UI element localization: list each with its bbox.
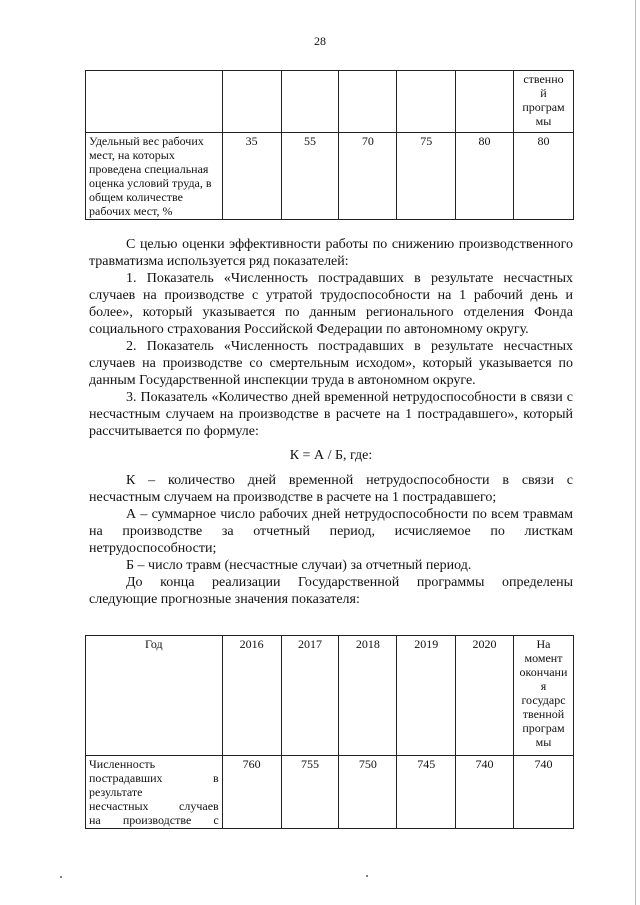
cell-value: 80 [513, 133, 573, 220]
page-number: 28 [314, 34, 326, 48]
cell-value: 750 [339, 756, 397, 829]
cell-value: 70 [339, 133, 397, 220]
cell-value: 755 [281, 756, 339, 829]
table-row [86, 756, 574, 829]
paragraph-item-3: 3. Показатель «Количество дней временной нетрудоспособности в связи с несчастным случаем на производстве в расчете на 1 пострадавшего», который рассчитывается по формуле: [89, 390, 573, 439]
definition-b: Б – число травм (несчастные случаи) за отчетный период. [126, 558, 472, 573]
cell-value: 760 [222, 756, 281, 829]
scan-edge [635, 0, 636, 905]
definition-a: А – суммарное число рабочих дней нетрудоспособности по всем травмам на производстве за отчетный период, исчисляемое по листкам нетрудоспособности; [89, 507, 573, 556]
paragraph-item-2: 2. Показатель «Численность пострадавших в результате несчастных случаев на производстве со смертельным исходом», который указывается по данным Государственной инспекции труда в автономном округе. [89, 339, 573, 388]
paragraph-outro: До конца реализации Государственной программы определены следующие прогнозные значения показателя: [89, 575, 573, 607]
table-header-row [86, 636, 574, 756]
definition-k: К – количество дней временной нетрудоспособности в связи с несчастным случаем на производстве в расчете на 1 пострадавшего; [89, 473, 573, 505]
column-header: 2018 [339, 636, 397, 756]
column-header: 2017 [281, 636, 339, 756]
cell-value: 55 [281, 133, 339, 220]
cell-value: 745 [397, 756, 456, 829]
cell-value: 80 [456, 133, 514, 220]
body-text [89, 236, 573, 608]
cell-value: 75 [397, 133, 456, 220]
formula: К = А / Б, где: [289, 448, 373, 463]
column-header: 2019 [397, 636, 456, 756]
table-row [86, 71, 574, 133]
column-header-end: На момент окончани я государс твенной програм мы [513, 636, 573, 756]
column-header: 2016 [222, 636, 281, 756]
indicator-table-top [85, 70, 574, 220]
cell-value: 740 [456, 756, 514, 829]
column-header-end: ственно й програм мы [513, 71, 573, 133]
column-header: 2020 [456, 636, 514, 756]
table-row [86, 133, 574, 220]
row-label: Удельный вес рабочих мест, на которых проведена специальная оценка условий труда, в общем количестве рабочих мест, % [86, 133, 223, 220]
column-header-year: Год [86, 636, 223, 756]
cell-value: 740 [513, 756, 573, 829]
row-label: Численность пострадавших в результате несчастных случаев на производстве с [86, 756, 223, 829]
cell-value: 35 [222, 133, 281, 220]
paragraph-intro: С целью оценки эффективности работы по снижению производственного травматизма используется ряд показателей: [89, 237, 573, 269]
forecast-table [85, 635, 574, 829]
scan-speck [366, 875, 368, 877]
scan-speck [60, 876, 62, 878]
paragraph-item-1: 1. Показатель «Численность пострадавших в результате несчастных случаев на производстве с утратой трудоспособности на 1 рабочий день и более», который указывается по данным регионального отделения Фонда социального страхования Российской Федерации по автономному округу. [89, 271, 573, 337]
